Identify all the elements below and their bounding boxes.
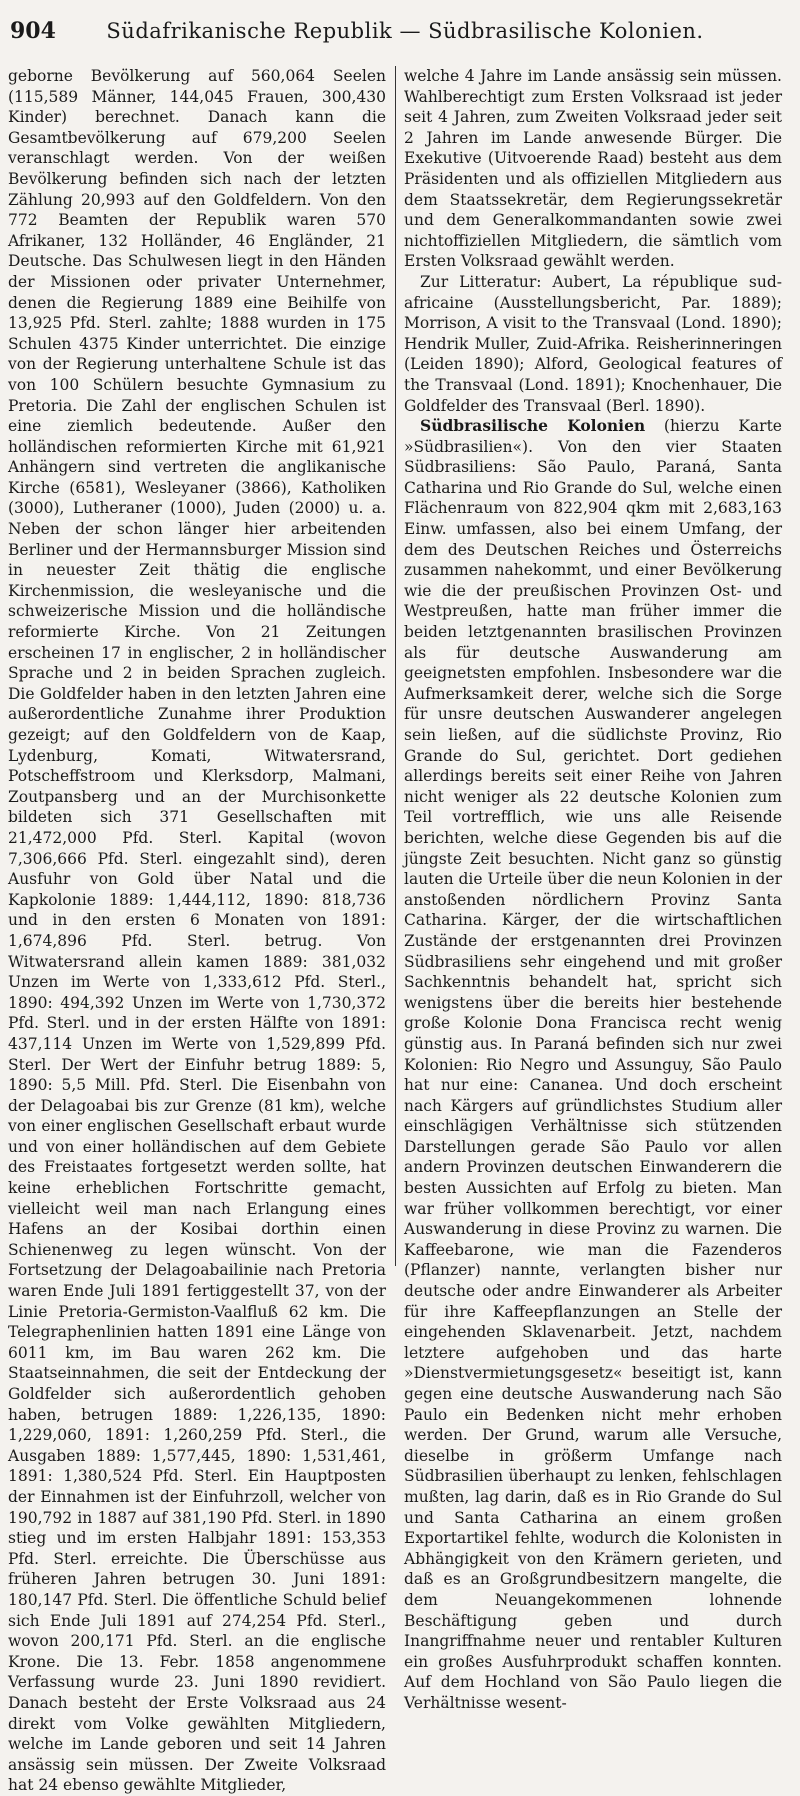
paragraph-section (404, 416, 782, 1713)
running-head: Südafrikanische Republik — Südbrasilische Kolonien. (106, 19, 704, 43)
page-number: 904 (10, 18, 56, 44)
left-column (8, 66, 386, 1795)
paragraph-literature: Zur Litteratur: Aubert, La république sud-africaine (Ausstellungsbericht, Par. 1889); Morrison, A visit to the Transvaal (Lond. 1890); Hendrik Muller, Zuid-Afrika. Reisherinneringen (Leiden 1890); Alford, Geological features of the Transvaal (Lond. 1891); Knochenhauer, Die Goldfelder des Transvaal (Berl. 1890). (404, 272, 782, 415)
page-header (10, 18, 790, 54)
section-heading: Südbrasilische Kolonien (420, 416, 646, 436)
right-column (404, 66, 782, 1712)
section-text: (hierzu Karte »Südbrasilien«). Von den vier Staaten Südbrasiliens: São Paulo, Paraná, Santa Catharina und Rio Grande do Sul, welche einen Flächenraum von 822,904 qkm mit 2,683,163 Einw. umfassen, also bei einem Umfang, der dem des Deutschen Reiches und Österreichs zusammen nahekommt, und einer Bevölkerung wie die der preußischen Provinzen Ost- und Westpreußen, hatte man früher immer die beiden letztgenannten brasilischen Provinzen als für deutsche Auswanderung am geeignetsten empfohlen. Insbesondere war die Aufmerksamkeit derer, welche sich die Sorge für unsre deutschen Auswanderer angelegen sein ließen, auf die südlichste Provinz, Rio Grande do Sul, gerichtet. Dort gediehen allerdings bereits seit einer Reihe von Jahren nicht weniger als 22 deutsche Kolonien zum Teil vortrefflich, wie uns alle Reisende berichten, welche diese Gegenden bis auf die jüngste Zeit besuchten. Nicht ganz so günstig lauten die Urteile über die neun Kolonien in der anstoßenden nördlichern Provinz Santa Catharina. Kärger, der die wirtschaftlichen Zustände der erstgenannten drei Provinzen Südbrasiliens sehr eingehend und mit großer Sachkenntnis behandelt hat, spricht sich wenigstens über die bereits hier bestehende große Kolonie Dona Francisca recht wenig günstig aus. In Paraná befinden sich nur zwei Kolonien: Rio Negro und Assunguy, São Paulo hat nur eine: Cananea. Und doch erscheint nach Kärgers auf gründlichstes Studium aller einschlägigen Verhältnisse sich stützenden Darstellungen gerade São Paulo vor allen andern Provinzen deutschen Einwanderern die besten Aussichten auf Erfolg zu bieten. Man war früher vollkommen berechtigt, vor einer Auswanderung in diese Provinz zu warnen. Die Kaffeebarone, wie man die Fazenderos (Pflanzer) nannte, verlangten bisher nur deutsche oder andre Einwanderer als Arbeiter für ihre Kaffeepflanzungen an Stelle der eingehenden Sklavenarbeit. Jetzt, nachdem letztere aufgehoben und das harte »Dienstvermietungsgesetz« beseitigt ist, kann gegen eine deutsche Auswanderung nach São Paulo ein Bedenken nicht mehr erhoben werden. Der Grund, warum alle Versuche, dieselbe in größerm Umfange nach Südbrasilien überhaupt zu lenken, fehlschlagen mußten, lag darin, daß es in Rio Grande do Sul und Santa Catharina an einem großen Exportartikel fehlte, wodurch die Kolonisten in Abhängigkeit von den Krämern gerieten, und daß es an Großgrundbesitzern mangelte, die dem Neuangekommenen lohnende Beschäftigung geben und durch Inangriffnahme neuer und rentabler Kulturen ein großes Ausfuhrprodukt schaffen konnten. Auf dem Hochland von São Paulo liegen die Verhältnisse wesent- (404, 417, 782, 1712)
column-divider (395, 66, 396, 1266)
paragraph: geborne Bevölkerung auf 560,064 Seelen (115,589 Männer, 144,045 Frauen, 300,430 Kinder) berechnet. Danach kann die Gesamtbevölkerung auf 679,200 Seelen veranschlagt werden. Von der weißen Bevölkerung befinden sich nach der letzten Zählung 20,993 auf den Goldfeldern. Von den 772 Beamten der Republik waren 570 Afrikaner, 132 Holländer, 46 Engländer, 21 Deutsche. Das Schulwesen liegt in den Händen der Missionen oder privater Unternehmer, denen die Regierung 1889 eine Beihilfe von 13,925 Pfd. Sterl. zahlte; 1888 wurden in 175 Schulen 4375 Kinder unterrichtet. Die einzige von der Regierung unterhaltene Schule ist das von 100 Schülern besuchte Gymnasium zu Pretoria. Die Zahl der englischen Schulen ist eine ziemlich bedeutende. Außer den holländischen reformierten Kirche mit 61,921 Anhängern sind vertreten die anglikanische Kirche (6581), Wesleyaner (3866), Katholiken (3000), Lutheraner (1000), Juden (2000) u. a. Neben der schon länger hier arbeitenden Berliner und der Hermannsburger Mission sind in neuester Zeit thätig die englische Kirchenmission, die wesleyanische und die schweizerische Mission und die holländische reformierte Kirche. Von 21 Zeitungen erscheinen 17 in englischer, 2 in holländischer Sprache und 2 in beiden Sprachen zugleich. Die Goldfelder haben in den letzten Jahren eine außerordentliche Zunahme ihrer Produktion gezeigt; auf den Goldfeldern von de Kaap, Lydenburg, Komati, Witwatersrand, Potscheffstroom und Klerksdorp, Malmani, Zoutpansberg und an der Murchisonkette bildeten sich 371 Gesellschaften mit 21,472,000 Pfd. Sterl. Kapital (wovon 7,306,666 Pfd. Sterl. eingezahlt sind), deren Ausfuhr von Gold über Natal und die Kapkolonie 1889: 1,444,112, 1890: 818,736 und in den ersten 6 Monaten von 1891: 1,674,896 Pfd. Sterl. betrug. Von Witwatersrand allein kamen 1889: 381,032 Unzen im Werte von 1,333,612 Pfd. Sterl., 1890: 494,392 Unzen im Werte von 1,730,372 Pfd. Sterl. und in der ersten Hälfte von 1891: 437,114 Unzen im Werte von 1,529,899 Pfd. Sterl. Der Wert der Einfuhr betrug 1889: 5, 1890: 5,5 Mill. Pfd. Sterl. Die Eisenbahn von der Delagoabai bis zur Grenze (81 km), welche von einer englischen Gesellschaft erbaut wurde und von einer holländischen auf dem Gebiete des Freistaates fortgesetzt werden sollte, hat keine erheblichen Fortschritte gemacht, vielleicht weil man nach Erlangung eines Hafens an der Kosibai dorthin einen Schienenweg zu legen wünscht. Von der Fortsetzung der Delagoabailinie nach Pretoria waren Ende Juli 1891 fertiggestellt 37, von der Linie Pretoria-Germiston-Vaalfluß 62 km. Die Telegraphenlinien hatten 1891 eine Länge von 6011 km, im Bau waren 262 km. Die Staatseinnahmen, die seit der Entdeckung der Goldfelder sich außerordentlich gehoben haben, betrugen 1889: 1,226,135, 1890: 1,229,060, 1891: 1,260,259 Pfd. Sterl., die Ausgaben 1889: 1,577,445, 1890: 1,531,461, 1891: 1,380,524 Pfd. Sterl. Ein Hauptposten der Einnahmen ist der Einfuhrzoll, welcher von 190,792 in 1887 auf 381,190 Pfd. Sterl. in 1890 stieg und im ersten Halbjahr 1891: 153,353 Pfd. Sterl. erreichte. Die Überschüsse aus früheren Jahren betrugen 30. Juni 1891: 180,147 Pfd. Sterl. Die öffentliche Schuld belief sich Ende Juli 1891 auf 274,254 Pfd. Sterl., wovon 200,171 Pfd. Sterl. an die englische Krone. Die 13. Febr. 1858 angenommene Verfassung wurde 23. Juni 1890 revidiert. Danach besteht der Erste Volksraad aus 24 direkt vom Volke gewählten Mitgliedern, welche im Lande geboren und seit 14 Jahren ansässig sein müssen. Der Zweite Volksraad hat 24 ebenso gewählte Mitglieder, (8, 67, 386, 1795)
paragraph: welche 4 Jahre im Lande ansässig sein müssen. Wahlberechtigt zum Ersten Volksraad ist jeder seit 4 Jahren, zum Zweiten Volksraad jeder seit 2 Jahren im Lande anwesende Bürger. Die Exekutive (Uitvoerende Raad) besteht aus dem Präsidenten und als offiziellen Mitgliedern aus dem Staatssekretär, dem Regierungssekretär und dem Generalkommandanten sowie zwei nichtoffiziellen Mitgliedern, die sämtlich vom Ersten Volksraad gewählt werden. (404, 67, 782, 271)
